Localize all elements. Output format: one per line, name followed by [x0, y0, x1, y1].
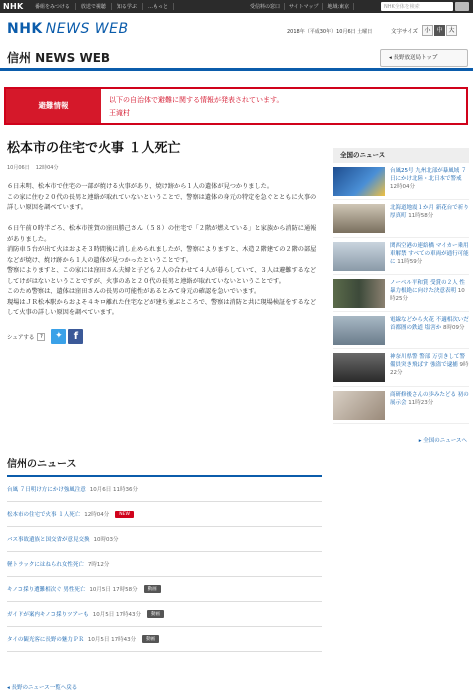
- local-news-headline[interactable]: 松本市の住宅で火事 １人死亡: [7, 512, 81, 518]
- search-input[interactable]: NHK全体を検索: [381, 2, 453, 11]
- station-top-link[interactable]: ◂ 長野放送局トップ: [380, 49, 468, 67]
- global-nav-bar: [0, 0, 473, 13]
- national-news-item[interactable]: [333, 275, 469, 312]
- national-news-item[interactable]: [333, 200, 469, 237]
- new-badge: NEW: [115, 511, 134, 518]
- twitter-share-icon[interactable]: ✦: [51, 329, 66, 344]
- global-nav-links: [30, 3, 174, 10]
- news-headline[interactable]: ノーベル平和賞 受賞の２人 性暴力根絶に向けた決意表明: [390, 279, 465, 294]
- news-headline[interactable]: 関西空港の連絡橋 マイカー乗用車解禁 すべての車両が通行可能に: [390, 242, 469, 265]
- local-news-headline[interactable]: キノコ採り遭難相次ぐ 男性死亡: [7, 587, 86, 593]
- local-news-item[interactable]: [7, 602, 322, 627]
- local-news-time: 10月5日 17時58分: [89, 587, 138, 593]
- region-title-bar: [0, 49, 473, 71]
- national-news-item[interactable]: [333, 387, 469, 424]
- evacuation-alert[interactable]: [4, 87, 468, 125]
- alert-line-1: 以下の自治体で避難に関する情報が発表されています。: [109, 96, 284, 104]
- national-news-item[interactable]: [333, 349, 469, 386]
- nav-link-fee[interactable]: 受信料の窓口: [246, 3, 285, 10]
- local-news-headline[interactable]: 台風 ７日明け方にかけ強風注意: [7, 487, 86, 493]
- region-selector[interactable]: 地域:東京: [323, 3, 354, 10]
- local-news-time: 12時04分: [84, 512, 110, 518]
- news-headline[interactable]: 台風25号 九州北部が暴風域 ７日にかけ北陸・北日本で警戒: [390, 168, 467, 182]
- local-news-back-link[interactable]: ◂ 長野のニュース一覧へ戻る: [7, 685, 78, 691]
- news-thumbnail[interactable]: [333, 167, 385, 196]
- news-thumbnail[interactable]: [333, 316, 385, 345]
- news-time: 11時58分: [408, 213, 434, 220]
- local-news-list: [7, 477, 322, 652]
- nhk-brand-logo[interactable]: NHK: [3, 2, 24, 11]
- news-time: 8時09分: [443, 325, 465, 332]
- local-news-item[interactable]: [7, 627, 322, 652]
- national-news-item[interactable]: [333, 163, 469, 200]
- font-size-medium-button[interactable]: 中: [434, 25, 445, 36]
- news-headline[interactable]: 神奈川県警 警部 万引きして警備員突き飛ばす 強盗で逮捕: [390, 354, 465, 369]
- alert-line-2: 王滝村: [109, 109, 130, 117]
- local-news-item[interactable]: [7, 552, 322, 577]
- video-badge: 動画: [142, 635, 159, 643]
- alert-text: [109, 94, 283, 120]
- national-news-all-label: 全国のニュースへ: [423, 438, 467, 445]
- share-bar: [7, 329, 322, 344]
- news-headline[interactable]: 電線などから火花 不適相次いだ首都圏の鉄道 塩害か: [390, 317, 469, 332]
- national-news-sidebar: [333, 148, 469, 444]
- news-time: 12時04分: [390, 184, 415, 190]
- logo-nhk-text: NHK: [7, 21, 43, 37]
- local-news-headline[interactable]: タイの観光客に長野の魅力ＰＲ: [7, 637, 84, 643]
- article-time: 12時04分: [35, 165, 59, 171]
- news-time: 11時59分: [397, 258, 423, 265]
- local-news-time: 7時12分: [87, 562, 110, 568]
- font-size-control: [391, 25, 457, 36]
- national-news-title: 全国のニュース: [333, 148, 469, 163]
- local-news-time: 10月5日 17時43分: [92, 612, 142, 618]
- logo-news-text: NEWS WEB: [45, 21, 129, 37]
- local-news-item[interactable]: [7, 477, 322, 502]
- local-news-headline[interactable]: ガイドが案内キノコ採りツアーも: [7, 612, 89, 618]
- article-paragraph: ６日午前０時半ごろ、松本市笹賀の窪田勝己さん（５８）の住宅で「２階が燃えている」と家族から消防に通報がありました。 消防車５台が出て火はおよそ３時間後に消し止められましたが、警察によりますと、木造２階建ての２階の部屋などが焼け、焼け跡から１人の遺体が見つかったということです。 警察によりますと、この家には窪田さん夫婦と子ども２人の合わせて４人が暮らしていて、３人は避難するなどしてけがはないということですが、火事のあと２０代の長男と連絡が取れていないということです。 このため警察は、遺体は窪田さんの長男の可能性があるとみて身元の確認を急いでいます。 現場はＪＲ松本駅からおよそ４キロ離れた住宅などが建ち並ぶところで、警察は消防と共に現場検証をするなどして火事の詳しい原因を調べています。: [7, 225, 317, 316]
- news-headline[interactable]: 北海道地震１か月 新花台で祈り 厚真町: [390, 205, 469, 220]
- article-body: [7, 182, 322, 319]
- search-button[interactable]: [455, 2, 469, 11]
- nav-link-learn[interactable]: 知る学ぶ: [112, 3, 143, 10]
- news-thumbnail[interactable]: [333, 353, 385, 382]
- news-time: 10時25分: [390, 287, 465, 302]
- local-news-time: 10時03分: [93, 537, 119, 543]
- current-date: 2018年（平成30年）10月6日 土曜日: [287, 29, 373, 35]
- national-news-item[interactable]: [333, 238, 469, 275]
- article-date: 10月06日: [7, 165, 30, 171]
- font-size-label: 文字サイズ: [391, 28, 419, 35]
- nav-link-watch[interactable]: 放送で視聴: [76, 3, 112, 10]
- local-news-back-label: 長野のニュース一覧へ戻る: [11, 685, 78, 691]
- news-thumbnail[interactable]: [333, 242, 385, 271]
- local-news-time: 10月5日 17時43分: [87, 637, 137, 643]
- nav-link-sitemap[interactable]: サイトマップ: [285, 3, 323, 10]
- nav-link-find[interactable]: 番組をみつける: [30, 3, 76, 10]
- news-thumbnail[interactable]: [333, 391, 385, 420]
- news-headline[interactable]: 商研修後さんの歩みたどる 初の展示会: [390, 391, 469, 406]
- article: [7, 140, 322, 344]
- article-datetime: [7, 164, 322, 171]
- news-time: 11時23分: [408, 399, 434, 406]
- local-news-headline[interactable]: 軽トラックにはねられ女性死亡: [7, 562, 84, 568]
- nav-link-more[interactable]: …もっと: [143, 3, 174, 10]
- news-time: 9時22分: [390, 362, 469, 377]
- local-news-headline[interactable]: バス事故遺族と国交省が意見交換: [7, 537, 90, 543]
- article-paragraph: ６日未明、松本市で住宅の一部が焼ける火事があり、焼け跡から１人の遺体が見つかりました。 この家に住む２０代の長男と連絡が取れていないということで、警察は遺体の身元の特定を急ぐとともに火事の詳しい原因を調べています。: [7, 183, 317, 211]
- article-title: 松本市の住宅で火事 １人死亡: [7, 141, 181, 156]
- local-news-item[interactable]: [7, 577, 322, 602]
- local-news-time: 10月6日 11時36分: [89, 487, 138, 493]
- site-header: [0, 13, 473, 49]
- font-size-small-button[interactable]: 小: [422, 25, 433, 36]
- global-utility-links: [246, 3, 354, 10]
- news-thumbnail[interactable]: [333, 279, 385, 308]
- alert-label: 避難情報: [6, 89, 101, 123]
- local-news-item[interactable]: [7, 502, 322, 527]
- local-news-section: [7, 455, 322, 691]
- national-news-item[interactable]: [333, 312, 469, 349]
- share-label: シェアする: [7, 334, 35, 341]
- region-title: 信州 NEWS WEB: [7, 51, 111, 65]
- share-help-icon[interactable]: ?: [37, 333, 45, 341]
- local-news-item[interactable]: [7, 527, 322, 552]
- local-news-title: 信州のニュース: [7, 455, 322, 477]
- video-badge: 動画: [147, 610, 164, 618]
- facebook-share-icon[interactable]: f: [68, 329, 83, 344]
- news-thumbnail[interactable]: [333, 204, 385, 233]
- nhk-news-web-logo[interactable]: [7, 21, 129, 37]
- national-news-all-link[interactable]: ▸ 全国のニュースへ: [418, 438, 467, 445]
- station-top-link-label: 長野放送局トップ: [393, 55, 438, 61]
- video-badge: 動画: [144, 585, 161, 593]
- font-size-large-button[interactable]: 大: [446, 25, 457, 36]
